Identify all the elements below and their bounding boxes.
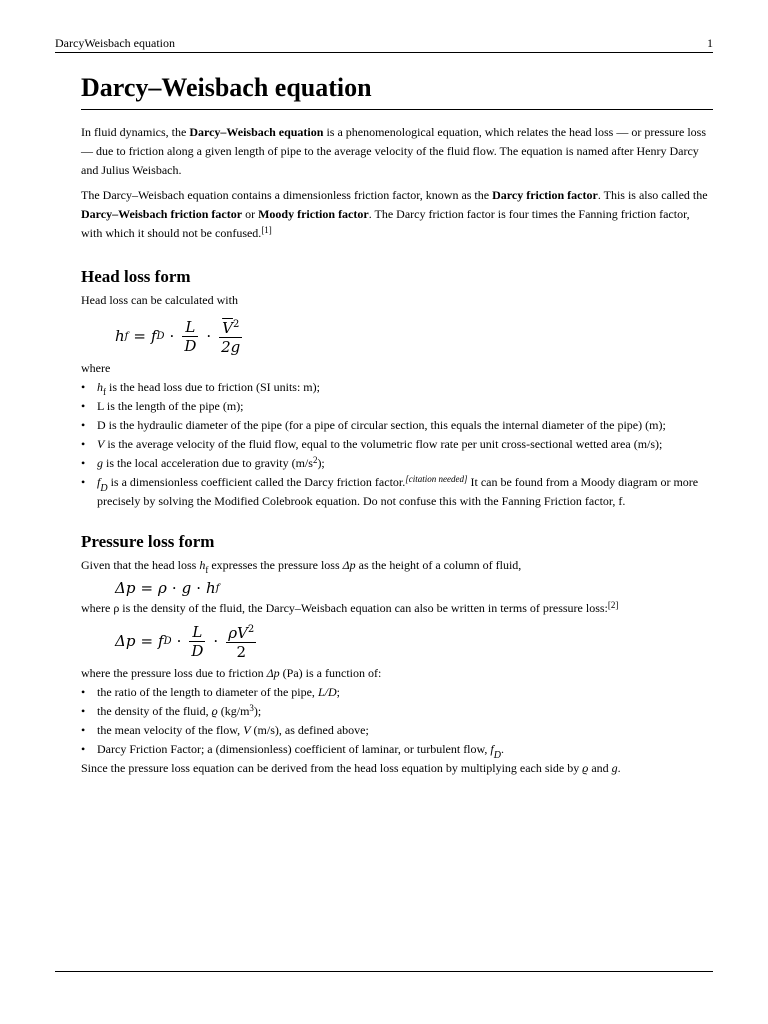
math-symbol: h: [199, 558, 206, 572]
text: (kg/m: [217, 704, 250, 718]
math-symbol: f: [150, 326, 157, 345]
math-operator: ·: [176, 631, 182, 650]
math-denominator: 2g: [221, 338, 241, 356]
text: It can be found from a Moody diagram or more precisely by solving the Modified Colebrook equation. Do not confuse this with the Fanning Friction factor, f.: [97, 475, 699, 508]
math-numerator: L: [185, 317, 196, 336]
list-item: [81, 454, 713, 473]
math-superscript: 2: [232, 319, 240, 330]
pressure-loss-lead: [81, 556, 713, 575]
pressure-loss-factors: [81, 683, 713, 759]
math-symbol: L/D: [317, 685, 337, 699]
math-fraction: [189, 623, 205, 660]
math-denominator: D: [184, 336, 197, 355]
math-symbol: h: [115, 326, 125, 345]
math-subscript: D: [156, 330, 165, 342]
math-symbol: V: [97, 437, 105, 451]
text: Given that the head loss: [81, 558, 200, 572]
text: is a dimensionless coefficient called the Darcy friction factor.: [107, 475, 406, 489]
page-title: Darcy–Weisbach equation: [81, 70, 713, 110]
text: the ratio of the length to diameter of the pipe,: [97, 685, 318, 699]
math-operator: =: [140, 631, 154, 650]
math-denominator: 2: [236, 643, 246, 661]
text: expresses the pressure loss: [208, 558, 343, 572]
bold-term: Darcy–Weisbach friction factor: [81, 207, 243, 221]
text: or: [242, 207, 259, 221]
text: .: [500, 742, 504, 756]
running-header: [55, 34, 713, 54]
math-operator: ·: [171, 578, 177, 597]
intro-paragraph-1: [81, 123, 713, 180]
math-numerator: [220, 316, 241, 337]
pressure-head-equation: [115, 577, 713, 599]
math-operator: ·: [206, 326, 212, 345]
text: . This is also called the: [597, 188, 708, 202]
footer-rule: [55, 971, 713, 972]
text: where ρ is the density of the fluid, the Darcy–Weisbach equation can also be written in terms of pressure loss:: [81, 601, 608, 615]
superscript: 2: [312, 455, 318, 465]
closing-paragraph: [81, 759, 713, 778]
section-heading-pressure-loss: Pressure loss form: [81, 532, 215, 551]
bold-term: Moody friction factor: [258, 207, 369, 221]
citation-needed-link[interactable]: [405, 474, 467, 484]
text: is the average velocity of the fluid flow, equal to the volumetric flow rate per unit cross-sectional wetted area (m/s);: [104, 437, 663, 451]
text: The Darcy–Weisbach equation contains a dimensionless friction factor, known as the: [81, 188, 493, 202]
list-item: [81, 702, 713, 721]
math-symbol: f: [158, 631, 164, 650]
math-symbol: Δp: [266, 666, 280, 680]
math-operator: ·: [213, 631, 219, 650]
text: and: [588, 761, 612, 775]
header-rule: [55, 52, 713, 53]
list-item: [81, 435, 713, 454]
head-loss-definitions: [81, 378, 713, 511]
math-symbol: h: [97, 380, 103, 394]
reference-link-1[interactable]: [1]: [261, 225, 272, 235]
list-item: [81, 378, 713, 397]
text: the mean velocity of the flow,: [97, 723, 244, 737]
text: the density of the fluid,: [97, 704, 212, 718]
math-operator: =: [140, 578, 154, 597]
math-operator: ·: [196, 578, 202, 597]
math-symbol: g: [611, 761, 618, 775]
math-symbol: h: [206, 578, 216, 597]
text: as the height of a column of fluid,: [355, 558, 522, 572]
text: );: [253, 704, 262, 718]
math-symbol: f: [97, 475, 101, 489]
math-symbol: ϱ: [582, 761, 589, 775]
math-symbol: Δp: [115, 578, 136, 597]
math-subscript: f: [124, 330, 129, 342]
list-item: [81, 740, 713, 759]
list-item: [81, 473, 713, 511]
bold-term: Darcy–Weisbach equation: [189, 125, 324, 139]
math-fraction: [226, 621, 256, 661]
math-symbol: Δp: [342, 558, 356, 572]
running-title: DarcyWeisbach equation: [55, 36, 175, 50]
text: (Pa) is a function of:: [279, 666, 382, 680]
list-item: [81, 721, 713, 740]
math-symbol: ρ: [158, 578, 167, 597]
list-item: • L is the length of the pipe (m);: [81, 397, 713, 416]
math-subscript: f: [215, 582, 220, 594]
subscript: f: [205, 565, 209, 575]
math-symbol: f: [490, 742, 494, 756]
subscript: D: [100, 483, 108, 494]
subscript: D: [493, 750, 501, 761]
pressure-loss-equation: [115, 618, 713, 664]
text: .: [617, 761, 621, 775]
function-of-paragraph: [81, 664, 713, 683]
text: is the head loss due to friction (SI units: m);: [106, 380, 320, 394]
text: is a phenomenological equation, which relates the head loss — or pressure loss — due to friction along a given length of pipe to the average velocity of the fluid flow. The equation is named after Henry Darcy and Julius Weisbach.: [81, 125, 707, 177]
article-body: [81, 70, 713, 778]
text: (m/s), as defined above;: [250, 723, 369, 737]
head-loss-lead: Head loss can be calculated with: [81, 293, 238, 307]
math-fraction: [182, 318, 198, 355]
math-symbol: V: [243, 723, 251, 737]
where-label: where: [81, 361, 111, 375]
text: ;: [336, 685, 340, 699]
math-numerator: [226, 621, 256, 642]
reference-link-2[interactable]: [2]: [607, 600, 619, 610]
math-numerator: L: [192, 622, 203, 641]
math-superscript: 2: [247, 624, 255, 635]
math-symbol: ρV: [228, 624, 248, 642]
list-item: • D is the hydraulic diameter of the pipe (for a pipe of circular section, this equals the internal diameter of the pipe) (m);: [81, 416, 713, 435]
citation-text: [citation needed]: [405, 474, 468, 484]
math-symbol: Δp: [115, 631, 136, 650]
head-loss-equation: [115, 313, 713, 359]
math-symbol: $\overline{V}$: [222, 319, 233, 337]
text: In fluid dynamics, the: [81, 125, 190, 139]
text: where the pressure loss due to friction: [81, 666, 267, 680]
section-heading-head-loss: Head loss form: [81, 267, 191, 286]
text: . The Darcy friction factor is four times the Fanning friction factor, with which it should not be confused.: [81, 207, 690, 240]
subscript: f: [103, 387, 106, 397]
math-denominator: D: [191, 641, 204, 660]
math-fraction: [219, 316, 242, 356]
page-number: 1: [707, 36, 713, 50]
math-symbol: ϱ: [211, 704, 218, 718]
math-subscript: D: [163, 635, 172, 647]
math-symbol: g: [181, 578, 192, 597]
text: Darcy Friction Factor; a (dimensionless) coefficient of laminar, or turbulent flow,: [97, 742, 491, 756]
list-item: [81, 683, 713, 702]
text: );: [317, 456, 325, 470]
bold-term: Darcy friction factor: [492, 188, 598, 202]
density-paragraph: [81, 599, 713, 618]
text: Since the pressure loss equation can be derived from the head loss equation by multiplying each side by: [81, 761, 583, 775]
math-operator: =: [133, 326, 146, 345]
superscript: 3: [249, 703, 254, 713]
intro-paragraph-2: [81, 186, 713, 243]
text: is the local acceleration due to gravity (m/s: [103, 456, 313, 470]
math-operator: ·: [169, 326, 175, 345]
math-symbol: g: [97, 456, 103, 470]
